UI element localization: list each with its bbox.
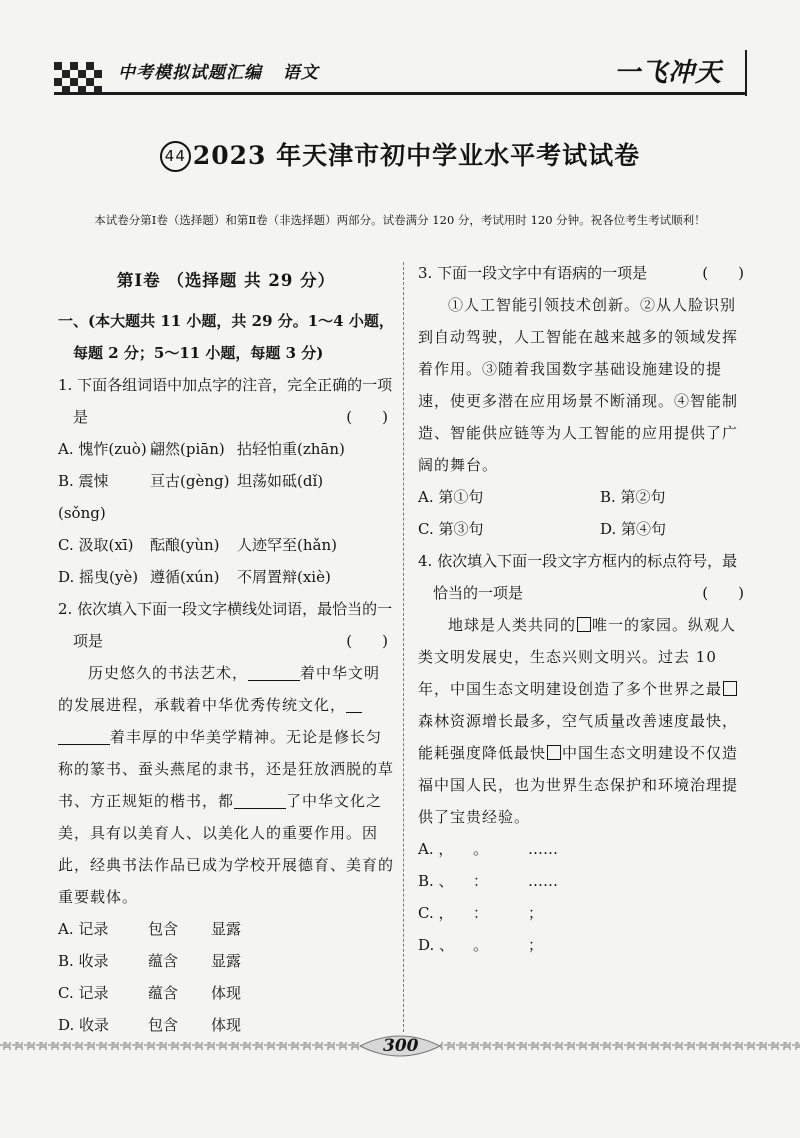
question-2-option-b[interactable]: B. 收录 蕴含 显露 (58, 952, 242, 970)
punctuation-box[interactable] (577, 617, 591, 632)
exam-intro: 本试卷分第Ⅰ卷（选择题）和第Ⅱ卷（非选择题）两部分。试卷满分 120 分，考试用时 120 分钟。祝各位考生考试顺利！ (94, 213, 706, 227)
question-4 (418, 545, 750, 961)
question-3 (418, 257, 750, 545)
question-3-option-b[interactable]: B. 第②句 (600, 488, 666, 506)
fill-blank[interactable] (234, 792, 286, 809)
question-1-option-a[interactable]: A. 愧怍(zuò) 翩然(piān) 拈轻怕重(zhān) (58, 440, 345, 458)
question-3-option-c[interactable]: C. 第③句 (418, 520, 484, 538)
answer-bracket: ( ) (346, 408, 388, 426)
page-footer (0, 1030, 800, 1070)
question-4-option-b[interactable]: B. 、 ： …… (418, 872, 558, 890)
question-3-option-a[interactable]: A. 第①句 (418, 488, 484, 506)
question-2-option-c[interactable]: C. 记录 蕴含 体现 (58, 984, 242, 1002)
column-divider (403, 262, 404, 1032)
punctuation-box[interactable] (723, 681, 737, 696)
exam-number-badge: 44 (160, 141, 191, 172)
question-4-option-c[interactable]: C. ， ： ； (418, 904, 544, 922)
question-4-stem: 4. 依次填入下面一段文字方框内的标点符号，最恰当的一项是 ( ) (418, 545, 750, 609)
fill-blank[interactable] (58, 728, 110, 745)
question-1-option-d[interactable]: D. 摇曳(yè) 遵循(xún) 不屑置辩(xiè) (58, 568, 331, 586)
question-3-options-ab (418, 481, 750, 513)
question-3-options-cd (418, 513, 750, 545)
header-rule (54, 92, 746, 95)
answer-bracket: ( ) (346, 632, 388, 650)
question-2 (58, 593, 394, 1041)
section-title: 第Ⅰ卷 （选择题 共 29 分） (116, 271, 336, 290)
book-title: 中考模拟试题汇编 语文 (118, 63, 319, 83)
question-4-option-d[interactable]: D. 、 。 ； (418, 936, 544, 954)
page-header (0, 0, 800, 110)
question-3-option-d[interactable]: D. 第④句 (600, 520, 667, 538)
question-2-stem: 2. 依次填入下面一段文字横线处词语，最恰当的一项是 ( ) (58, 593, 394, 657)
checker-decoration-icon (54, 62, 106, 94)
question-3-stem: 3. 下面一段文字中有语病的一项是 ( ) (418, 257, 750, 289)
page-number: 300 (383, 1036, 419, 1056)
exam-title (0, 136, 800, 172)
question-1 (58, 369, 394, 593)
right-column (418, 257, 750, 961)
question-2-passage: 历史悠久的书法艺术， 着中华文明的发展进程，承载着中华优秀传统文化，着丰厚的中华美学精神。无论是修长匀称的篆书、蚕头燕尾的隶书，还是狂放洒脱的草书、方正规矩的楷书，都 了中华文化之美，具有以美育人、以美化人的重要作用。因此，经典书法作品已成为学校开展德育、美育的重要载体。 (58, 664, 395, 906)
exam-title-text: 2023 年天津市初中学业水平考试试卷 (192, 141, 641, 170)
question-2-option-d[interactable]: D. 收录 包含 体现 (58, 1016, 242, 1034)
question-1-option-b[interactable]: B. 震悚(sǒng) 亘古(gèng) 坦荡如砥(dǐ) (58, 472, 324, 522)
fill-blank[interactable] (346, 696, 362, 713)
punctuation-box[interactable] (547, 745, 561, 760)
section-instruction: 一、(本大题共 11 小题，共 29 分。1～4 小题，每题 2 分；5～11 小题，每题 3 分) (58, 312, 394, 362)
question-2-option-a[interactable]: A. 记录 包含 显露 (58, 920, 242, 938)
answer-bracket: ( ) (702, 264, 744, 282)
question-1-option-c[interactable]: C. 汲取(xī) 酝酿(yùn) 人迹罕至(hǎn) (58, 536, 337, 554)
answer-bracket: ( ) (702, 584, 744, 602)
question-4-option-a[interactable]: A. ， 。 …… (418, 840, 558, 858)
question-3-passage: ①人工智能引领技术创新。②从人脸识别到自动驾驶，人工智能在越来越多的领域发挥着作用。③随着我国数字基础设施建设的提速，使更多潜在应用场景不断涌现。④智能制造、智能供应链等为人工智能的应用提供了广阔的舞台。 (418, 296, 739, 474)
fill-blank[interactable] (248, 664, 300, 681)
brand-logo: 一飞冲天 (614, 58, 723, 88)
header-vertical-rule (745, 50, 747, 96)
question-4-passage: 地球是人类共同的 唯一的家园。纵观人类文明发展史，生态兴则文明兴。过去 10 年，中国生态文明建设创造了多个世界之最森林资源增长最多，空气质量改善速度最快，能耗强度降低最快 中国生态文明建设不仅造福中国人民，也为世界生态保护和环境治理提供了宝贵经验。 (418, 616, 739, 826)
left-column (58, 265, 394, 1041)
question-1-stem: 1. 下面各组词语中加点字的注音，完全正确的一项是 ( ) (58, 369, 394, 433)
